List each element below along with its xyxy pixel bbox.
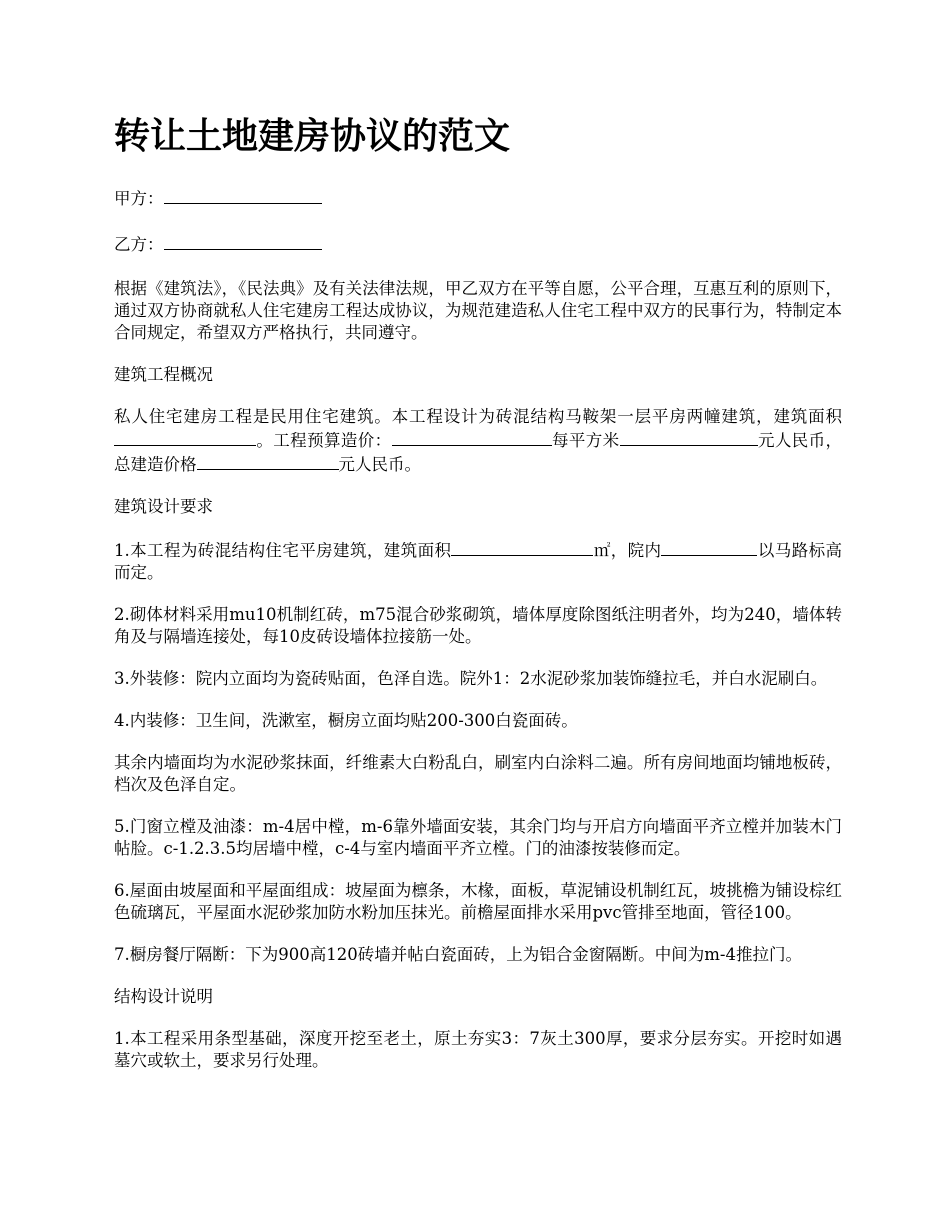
- overview-text-2: 。工程预算造价：: [256, 431, 392, 450]
- item1-text-1: 1.本工程为砖混结构住宅平房建筑，建筑面积: [114, 541, 452, 560]
- item1-yard-blank: [661, 538, 757, 556]
- design-item-6: 6.屋面由坡屋面和平屋面组成：坡屋面为檩条，木椽，面板，草泥铺设机制红瓦，坡挑檐为铺设棕红色硫璃瓦，平屋面水泥砂浆加防水粉加压抹光。前檐屋面排水采用pvc管排至地面，管径100。: [114, 881, 842, 922]
- section-heading-overview: 建筑工程概况: [114, 365, 213, 384]
- structure-item-1: 1.本工程采用条型基础，深度开挖至老土，原土夯实3：7灰土300厚，要求分层夯实。开挖时如遇墓穴或软土，要求另行处理。: [114, 1029, 842, 1070]
- overview-paragraph: [114, 406, 842, 476]
- item1-text-3: 以马路标高而定。: [114, 541, 843, 582]
- party-b-blank: [164, 232, 322, 250]
- overview-text-1: 私人住宅建房工程是民用住宅建筑。本工程设计为砖混结构马鞍架一层平房两幢建筑，建筑面积: [114, 407, 842, 426]
- party-a-line: [114, 186, 842, 210]
- design-item-1: [114, 538, 842, 584]
- design-item-3: 3.外装修：院内立面均为瓷砖贴面，色泽自选。院外1：2水泥砂浆加装饰缝拉毛，并白水泥刷白。: [114, 669, 828, 688]
- party-a-label: 甲方：: [114, 189, 164, 208]
- design-item-7: 7.橱房餐厅隔断：下为900高120砖墙并帖白瓷面砖，上为铝合金窗隔断。中间为m-4推拉门。: [114, 945, 802, 964]
- design-item-5: 5.门窗立樘及油漆：m-4居中樘，m-6靠外墙面安装，其余门均与开启方向墙面平齐立樘并加装木门帖脸。c-1.2.3.5均居墙中樘，c-4与室内墙面平齐立樘。门的油漆按装修而定。: [114, 817, 842, 858]
- unit-price-blank: [620, 428, 758, 446]
- document-title: 转让土地建房协议的范文: [114, 115, 511, 157]
- design-item-2: 2.砌体材料采用mu10机制红砖，m75混合砂浆砌筑，墙体厚度除图纸注明者外，均为240，墙体转角及与隔墙连接处，每10皮砖设墙体拉接筋一处。: [114, 605, 842, 646]
- overview-text-4: 元人民币，总建造价格: [114, 431, 843, 474]
- item1-text-2: ㎡，院内: [593, 541, 662, 560]
- party-a-blank: [164, 186, 322, 204]
- design-item-4-extra: 其余内墙面均为水泥砂浆抹面，纤维素大白粉乱白，刷室内白涂料二遍。所有房间地面均铺地板砖，档次及色泽自定。: [114, 753, 842, 794]
- document-page: [114, 112, 842, 1092]
- item1-area-blank: [451, 538, 593, 556]
- party-b-label: 乙方：: [114, 235, 164, 254]
- design-item-4: 4.内装修：卫生间，洗漱室，橱房立面均贴200-300白瓷面砖。: [114, 711, 578, 730]
- section-heading-design: 建筑设计要求: [114, 497, 213, 516]
- overview-text-3: 每平方米: [551, 431, 620, 450]
- total-price-blank: [197, 452, 339, 470]
- party-b-line: [114, 232, 842, 256]
- section-heading-structure: 结构设计说明: [114, 987, 213, 1006]
- overview-text-5: 元人民币。: [338, 455, 421, 474]
- budget-blank: [392, 428, 552, 446]
- intro-paragraph: 根据《建筑法》，《民法典》及有关法律法规，甲乙双方在平等自愿，公平合理，互惠互利的原则下，通过双方协商就私人住宅建房工程达成协议，为规范建造私人住宅工程中双方的民事行为，特制定本合同规定，希望双方严格执行，共同遵守。: [114, 279, 842, 342]
- area-blank: [114, 428, 256, 446]
